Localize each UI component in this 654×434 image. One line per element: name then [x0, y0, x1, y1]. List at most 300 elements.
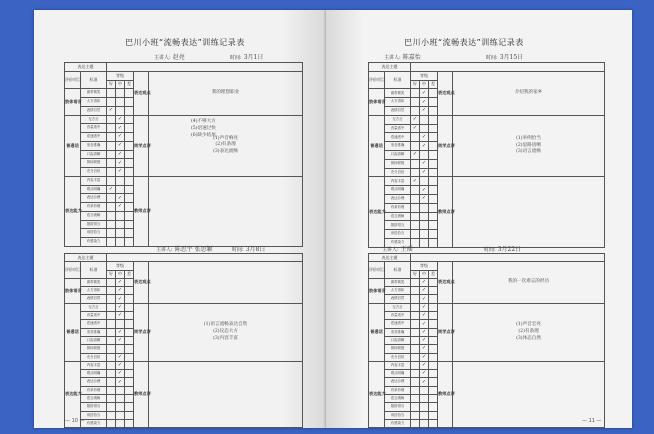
grade-cell	[125, 361, 134, 369]
grade-cell	[411, 320, 420, 328]
handwritten-note: 介绍我的家乡	[514, 89, 543, 95]
grade-cell	[411, 386, 420, 394]
criterion-label: 口齿清晰	[81, 150, 107, 159]
check-mark-icon: ✓	[420, 89, 429, 98]
time-value: 3月15日	[499, 54, 524, 61]
criterion-label: 有条有理	[81, 203, 107, 212]
speaker-label: 主讲人:	[156, 247, 173, 253]
check-mark-icon: ✓	[116, 378, 125, 386]
check-mark-icon: ✓	[420, 159, 429, 168]
criterion-label: 无方言	[81, 303, 107, 311]
grade-cell	[420, 419, 429, 427]
grade-cell	[107, 141, 116, 150]
grade-cell	[429, 320, 438, 328]
grade-cell	[420, 124, 429, 133]
criterion-label: 充分自信	[385, 353, 411, 361]
topic-label-cell: 表达主题	[65, 63, 107, 72]
grade-cell	[107, 159, 116, 168]
grade-cell	[125, 312, 134, 320]
speaker-line	[156, 244, 213, 253]
time-line	[230, 52, 263, 61]
grade-cell	[420, 403, 429, 411]
grade-cell	[116, 238, 125, 247]
view-notes	[453, 262, 605, 303]
time-label: 时间:	[230, 55, 242, 61]
handwritten-note: (1)举例恰当	[516, 136, 541, 142]
record-table	[368, 62, 605, 248]
grade-cell	[107, 312, 116, 320]
grade-cell	[411, 203, 420, 212]
handwritten-note: (3)表达流畅	[213, 148, 238, 154]
grade-cell	[429, 378, 438, 386]
check-mark-icon: ✓	[420, 328, 429, 336]
criterion-label: 观点明确	[385, 186, 411, 195]
eval-item-header: 评价项目	[65, 262, 81, 279]
grade-cell	[125, 168, 134, 177]
grade-cell	[116, 395, 125, 403]
grade-cell	[420, 203, 429, 212]
check-mark-icon: ✓	[116, 150, 125, 159]
grade-cell	[107, 176, 116, 185]
grade-cell	[125, 211, 134, 220]
criterion-label: 有感染力	[385, 238, 411, 247]
check-mark-icon: ✓	[107, 185, 116, 194]
handwritten-note: (1)声音响亮	[213, 135, 238, 141]
criterion-label: 面带微笑	[81, 89, 107, 98]
criterion-label: 语速适中	[81, 133, 107, 142]
criterion-label: 口齿清晰	[385, 150, 411, 159]
criterion-label: 发音准确	[385, 142, 411, 151]
speaker-value: 王瑶	[400, 246, 413, 253]
check-mark-icon: ✓	[420, 194, 429, 203]
check-mark-icon: ✓	[116, 203, 125, 212]
grade-cell	[411, 230, 420, 239]
view-notes	[149, 71, 303, 115]
peer-label: 同学点评	[438, 115, 453, 177]
category-name: 肢体语言	[369, 278, 385, 303]
criterion-label: 内容丰富	[385, 361, 411, 369]
check-mark-icon: ✓	[116, 115, 125, 124]
speaker-label: 主讲人:	[384, 55, 401, 61]
page-title: 巴川小班“流畅表达”训练记录表	[125, 38, 245, 47]
grade-level-0: 好	[411, 270, 420, 278]
criterion-label: 音量适中	[385, 312, 411, 320]
grade-cell	[125, 278, 134, 286]
category-name: 肢体语言	[65, 89, 81, 115]
handwritten-note: (2)思路清晰	[516, 142, 541, 148]
grade-cell	[420, 115, 429, 124]
grade-cell	[116, 185, 125, 194]
grade-cell	[411, 221, 420, 230]
time-line	[486, 52, 523, 61]
grade-level-1: 中	[116, 270, 125, 278]
criterion-label: 内容丰富	[81, 361, 107, 369]
peer-label: 同学点评	[134, 115, 149, 176]
grade-cell	[411, 370, 420, 378]
speaker-label: 主讲人:	[382, 247, 399, 253]
grade-cell	[429, 159, 438, 168]
table-row	[369, 303, 605, 311]
grade-cell	[107, 238, 116, 247]
grade-cell	[107, 229, 116, 238]
grade-cell	[429, 278, 438, 286]
check-mark-icon: ✓	[116, 328, 125, 336]
grade-cell	[125, 89, 134, 98]
grade-cell	[125, 295, 134, 303]
criterion-label: 表情自然	[81, 106, 107, 115]
handwritten-note: (1)语言流畅表达自然	[203, 322, 248, 328]
grade-cell	[420, 177, 429, 186]
peer-notes	[149, 303, 303, 361]
criterion-label: 语言流畅	[81, 211, 107, 220]
grade-cell	[107, 115, 116, 124]
topic-value-cell	[411, 63, 605, 72]
criterion-label: 语言流畅	[385, 395, 411, 403]
criterion-label: 音量适中	[385, 124, 411, 133]
view-notes	[149, 262, 303, 303]
check-mark-icon: ✓	[116, 287, 125, 295]
check-mark-icon: ✓	[116, 312, 125, 320]
check-mark-icon: ✓	[420, 168, 429, 177]
criterion-label: 发音准确	[81, 328, 107, 336]
table-row	[369, 177, 605, 186]
grade-cell	[116, 386, 125, 394]
grade-cell	[411, 336, 420, 344]
check-mark-icon: ✓	[420, 303, 429, 311]
check-mark-icon: ✓	[116, 353, 125, 361]
grade-cell	[125, 124, 134, 133]
grade-level-2: 差	[429, 270, 438, 278]
criterion-label: 抑扬顿挫	[81, 345, 107, 353]
criterion-label: 用语恰当	[81, 229, 107, 238]
grade-cell	[107, 150, 116, 159]
table-row	[65, 115, 303, 124]
criterion-label: 内容丰富	[81, 176, 107, 185]
grade-cell	[125, 185, 134, 194]
grade-cell	[429, 221, 438, 230]
grade-cell	[429, 238, 438, 247]
criterion-label: 语言流畅	[385, 212, 411, 221]
eval-item-header: 评价项目	[369, 71, 385, 89]
grade-cell	[420, 212, 429, 221]
grade-level-1: 中	[420, 270, 429, 278]
handwritten-note: (1)声音宏亮	[516, 322, 541, 328]
grade-level-0: 好	[107, 80, 116, 89]
grade-cell	[107, 98, 116, 107]
teacher-label: 教师点评	[438, 361, 453, 427]
grade-cell	[116, 89, 125, 98]
check-mark-icon: ✓	[107, 106, 116, 115]
criterion-label: 表达合理	[385, 194, 411, 203]
table-row	[369, 361, 605, 369]
criterion-label: 大方得体	[81, 287, 107, 295]
criterion-label: 观点明确	[81, 185, 107, 194]
grade-header: 等级	[411, 71, 438, 80]
grade-cell	[107, 361, 116, 369]
criterion-label: 表达合理	[81, 378, 107, 386]
category-name: 表达能力	[65, 176, 81, 246]
view-label: 表达观点	[134, 71, 149, 115]
grade-cell	[125, 395, 134, 403]
criterion-label: 口齿清晰	[81, 336, 107, 344]
grade-level-0: 好	[411, 80, 420, 89]
criterion-label: 有条有理	[385, 203, 411, 212]
teacher-label: 教师点评	[134, 361, 149, 427]
grade-level-1: 中	[420, 80, 429, 89]
time-line	[484, 244, 521, 253]
grade-cell	[420, 386, 429, 394]
speaker-value: 陈思宇 张思颖	[174, 246, 213, 253]
criterion-label: 发音准确	[385, 328, 411, 336]
grade-cell	[429, 194, 438, 203]
criterion-label: 措辞得当	[81, 403, 107, 411]
criterion-label: 抑扬顿挫	[81, 159, 107, 168]
criterion-label: 语速适中	[385, 133, 411, 142]
time-label: 时间:	[232, 247, 244, 253]
check-mark-icon: ✓	[420, 361, 429, 369]
grade-cell	[116, 176, 125, 185]
grade-cell	[125, 220, 134, 229]
check-mark-icon: ✓	[420, 312, 429, 320]
grade-cell	[429, 89, 438, 98]
page-title: 巴川小班“流畅表达”训练记录表	[404, 38, 524, 47]
grade-cell	[411, 287, 420, 295]
grade-cell	[107, 386, 116, 394]
standard-header: 标准	[385, 71, 411, 89]
criterion-label: 无方言	[81, 115, 107, 124]
grade-cell	[429, 98, 438, 107]
grade-cell	[107, 411, 116, 419]
grade-cell	[429, 106, 438, 115]
view-label: 表达观点	[134, 262, 149, 303]
grade-cell	[429, 411, 438, 419]
grade-cell	[125, 106, 134, 115]
criterion-label: 措辞得当	[385, 221, 411, 230]
criterion-label: 有条有理	[385, 386, 411, 394]
grade-cell	[116, 98, 125, 107]
criterion-label: 充分自信	[81, 353, 107, 361]
criterion-label: 内容丰富	[385, 177, 411, 186]
check-mark-icon: ✓	[420, 345, 429, 353]
grade-cell	[107, 370, 116, 378]
check-mark-icon: ✓	[420, 142, 429, 151]
grade-cell	[125, 386, 134, 394]
record-table	[64, 253, 303, 428]
handwritten-note: (4)不够大方	[191, 118, 216, 124]
criterion-label: 面带微笑	[385, 89, 411, 98]
criterion-label: 抑扬顿挫	[385, 345, 411, 353]
handwritten-note: (6)缺少结尾	[191, 132, 216, 138]
criterion-label: 用语恰当	[385, 230, 411, 239]
criterion-label: 发音准确	[81, 141, 107, 150]
grade-cell	[125, 378, 134, 386]
criterion-label: 有感染力	[81, 238, 107, 247]
criterion-label: 充分自信	[81, 168, 107, 177]
check-mark-icon: ✓	[116, 159, 125, 168]
table-row	[65, 303, 303, 311]
right-page	[326, 10, 632, 428]
grade-cell	[420, 238, 429, 247]
time-value: 3月22日	[497, 246, 522, 253]
peer-notes	[453, 303, 605, 361]
grade-cell	[116, 106, 125, 115]
view-notes	[453, 71, 605, 115]
criterion-label: 语速适中	[385, 320, 411, 328]
grade-cell	[107, 403, 116, 411]
check-mark-icon: ✓	[116, 295, 125, 303]
criterion-label: 措辞得当	[81, 220, 107, 229]
grade-cell	[411, 378, 420, 386]
eval-item-header: 评价项目	[65, 71, 81, 89]
grade-cell	[429, 328, 438, 336]
criterion-label: 表达合理	[385, 378, 411, 386]
grade-cell	[429, 386, 438, 394]
check-mark-icon: ✓	[116, 336, 125, 344]
criterion-label: 音量适中	[81, 124, 107, 133]
handwritten-note: (2)有条理	[518, 329, 539, 335]
check-mark-icon: ✓	[411, 150, 420, 159]
grade-cell	[125, 336, 134, 344]
grade-cell	[429, 303, 438, 311]
teacher-label: 教师点评	[438, 177, 453, 247]
handwritten-note: (3)体态自然	[516, 335, 541, 341]
check-mark-icon: ✓	[420, 106, 429, 115]
grade-cell	[107, 320, 116, 328]
standard-header: 标准	[385, 262, 411, 279]
criterion-label: 口齿清晰	[385, 336, 411, 344]
grade-cell	[125, 303, 134, 311]
grade-level-1: 中	[116, 80, 125, 89]
grade-cell	[411, 133, 420, 142]
grade-cell	[429, 370, 438, 378]
topic-label-cell: 表达主题	[65, 254, 107, 262]
grade-cell	[116, 229, 125, 238]
check-mark-icon: ✓	[420, 295, 429, 303]
table-row	[369, 115, 605, 124]
grade-cell	[125, 320, 134, 328]
grade-cell	[107, 211, 116, 220]
handwritten-note: (5)语速过快	[191, 125, 216, 131]
category-name: 表达能力	[369, 361, 385, 427]
grade-cell	[411, 278, 420, 286]
grade-cell	[411, 89, 420, 98]
handwritten-note: (3)语言流畅	[516, 149, 541, 155]
criterion-label: 表情自然	[385, 106, 411, 115]
grade-level-2: 差	[125, 80, 134, 89]
open-booklet	[34, 10, 632, 430]
grade-cell	[411, 295, 420, 303]
category-name: 普通话	[369, 115, 385, 177]
category-name: 肢体语言	[369, 89, 385, 115]
table-row	[65, 361, 303, 369]
grade-level-2: 差	[429, 80, 438, 89]
grade-cell	[429, 419, 438, 427]
grade-cell	[429, 287, 438, 295]
criterion-label: 表情自然	[81, 295, 107, 303]
category-name: 普通话	[65, 303, 81, 361]
grade-cell	[429, 115, 438, 124]
criterion-label: 措辞得当	[385, 403, 411, 411]
grade-cell	[429, 133, 438, 142]
criterion-label: 语速适中	[81, 320, 107, 328]
grade-cell	[429, 203, 438, 212]
check-mark-icon: ✓	[420, 320, 429, 328]
check-mark-icon: ✓	[116, 133, 125, 142]
grade-cell	[411, 312, 420, 320]
time-value: 3月1日	[243, 54, 264, 61]
grade-level-0: 好	[107, 270, 116, 278]
teacher-label: 教师点评	[134, 176, 149, 246]
grade-cell	[429, 312, 438, 320]
grade-cell	[429, 295, 438, 303]
grade-cell	[411, 419, 420, 427]
grade-cell	[125, 159, 134, 168]
grade-cell	[429, 353, 438, 361]
grade-cell	[411, 361, 420, 369]
check-mark-icon: ✓	[420, 370, 429, 378]
grade-cell	[125, 133, 134, 142]
criterion-label: 有感染力	[81, 419, 107, 427]
teacher-notes	[149, 176, 303, 246]
grade-cell	[429, 142, 438, 151]
grade-cell	[107, 303, 116, 311]
criterion-label: 大方得体	[385, 287, 411, 295]
time-label: 时间:	[486, 55, 498, 61]
grade-cell	[107, 395, 116, 403]
criterion-label: 大方得体	[385, 98, 411, 107]
grade-cell	[107, 287, 116, 295]
grade-cell	[429, 336, 438, 344]
check-mark-icon: ✓	[420, 287, 429, 295]
grade-cell	[107, 278, 116, 286]
peer-notes	[453, 115, 605, 177]
page-number: — 10 —	[65, 418, 85, 424]
check-mark-icon: ✓	[411, 124, 420, 133]
grade-cell	[429, 177, 438, 186]
grade-cell	[116, 320, 125, 328]
check-mark-icon: ✓	[420, 378, 429, 386]
grade-cell	[107, 419, 116, 427]
grade-cell	[125, 345, 134, 353]
grade-cell	[420, 221, 429, 230]
grade-header: 等级	[107, 262, 134, 270]
grade-cell	[125, 194, 134, 203]
grade-cell	[420, 230, 429, 239]
grade-cell	[107, 194, 116, 203]
grade-cell	[411, 403, 420, 411]
speaker-line	[384, 52, 421, 61]
eval-item-header: 评价项目	[369, 262, 385, 279]
check-mark-icon: ✓	[420, 98, 429, 107]
handwritten-note: 我的一次难忘的经历	[507, 279, 550, 285]
speaker-value: 陈嘉怡	[402, 54, 421, 61]
grade-cell	[116, 411, 125, 419]
grade-header: 等级	[107, 71, 134, 80]
check-mark-icon: ✓	[116, 124, 125, 133]
standard-header: 标准	[81, 71, 107, 89]
grade-cell	[429, 212, 438, 221]
page-number: — 11 —	[582, 418, 602, 424]
topic-value-cell	[411, 254, 605, 262]
grade-cell	[429, 186, 438, 195]
grade-cell	[107, 295, 116, 303]
grade-cell	[411, 194, 420, 203]
grade-cell	[125, 238, 134, 247]
speaker-value: 赵亮	[172, 54, 185, 61]
time-line	[232, 244, 265, 253]
check-mark-icon: ✓	[420, 353, 429, 361]
check-mark-icon: ✓	[116, 278, 125, 286]
